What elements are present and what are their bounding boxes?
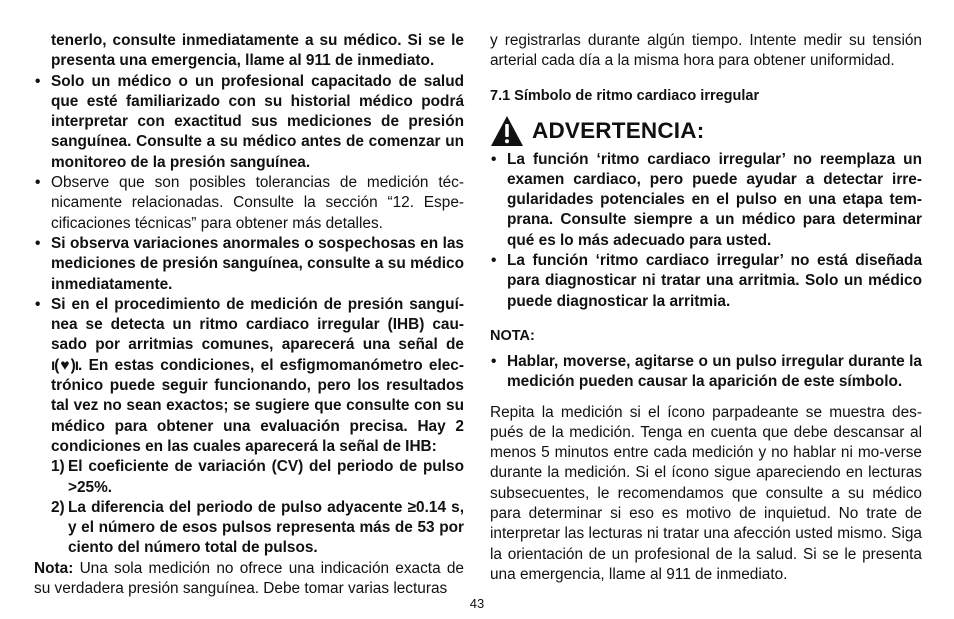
right-column <box>490 31 922 585</box>
closing-paragraph: Repita la medición si el ícono parpadeante se muestra des-pués de la medición. Tenga en cuenta que debe descansar al menos 5 minutos entre cada medición y no hablar ni mo-verse durante la medición. Si el ícono sigue apareciendo en lecturas subsecuentes, le recomendamos que consulte a su médico para determinar si eso es motivo de inquietud. No trate de interpretar las lecturas ni tratar una afección usted mismo. Siga la orientación de un profesional de la salud. Si se le presenta una emergencia, llame al 911 de inmediato. <box>490 403 922 583</box>
condition-text: La diferencia del periodo de pulso adyacente ≥0.14 s, y el número de esos pulsos representa más de 53 por ciento del número total de pulsos. <box>68 498 464 557</box>
condition-text: El coeficiente de variación (CV) del periodo de pulso >25%. <box>68 458 464 496</box>
note-paragraph <box>34 559 464 600</box>
bullet-item-ihb <box>34 295 464 457</box>
condition-number: 2) <box>51 498 65 516</box>
bullet-item: • Si observa variaciones anormales o sospechosas en las mediciones de presión sanguínea, consulte a su médico inmediatamente. <box>34 234 464 295</box>
note-text: Una sola medición no ofrece una indicación exacta de su verdadera presión sanguínea. Debe tomar varias lecturas <box>34 559 464 598</box>
bullet-item: • Solo un médico o un profesional capacitado de salud que esté familiarizado con su historial médico podrá interpretar con exactitud sus mediciones de presión sanguínea. Consulte a su médico antes de comenzar un monitoreo de la presión sanguínea. <box>34 72 464 173</box>
condition-number: 1) <box>51 458 65 476</box>
ihb-heart-icon: ı(♥)ı <box>51 356 79 374</box>
bullet-item: • Observe que son posibles tolerancias de medición téc-nicamente relacionadas. Consulte la sección “12. Espe-cificaciones técnicas” para obtener más detalles. <box>34 173 464 234</box>
warning-triangle-icon <box>490 115 524 147</box>
warning-bullet-list <box>490 150 922 312</box>
condition-item <box>51 457 464 498</box>
nota-title: NOTA: <box>490 327 535 344</box>
note-label: Nota: <box>34 559 74 577</box>
left-continuation-text: tenerlo, consulte inmediatamente a su médico. Si se le presenta una emergencia, llame al 911 de inmediato. <box>51 32 464 70</box>
left-bullet-list <box>34 72 464 458</box>
left-column <box>34 31 464 599</box>
nota-bullet-list <box>490 352 922 393</box>
warning-title: ADVERTENCIA: <box>532 117 705 143</box>
ihb-text-after: . En estas condiciones, el esfigmomanómetro elec-trónico puede seguir funcionando, pero los resultados tal vez no sean exactos; se sugiere que consulte con su médico para obtener una evaluación precisa. Hay 2 condiciones en las cuales aparecerá la señal de IHB: <box>51 356 464 455</box>
page-number: 43 <box>469 596 485 611</box>
bullet-item: • La función ‘ritmo cardiaco irregular’ no está diseñada para diagnosticar ni tratar una arritmia. Solo un médico puede diagnosticar la arritmia. <box>490 251 922 312</box>
ihb-conditions-list <box>34 457 464 558</box>
bullet-item: • Hablar, moverse, agitarse o un pulso irregular durante la medición pueden causar la aparición de este símbolo. <box>490 352 922 393</box>
section-heading: 7.1 Símbolo de ritmo cardiaco irregular <box>490 87 760 104</box>
warning-header <box>490 112 922 150</box>
bullet-item: • La función ‘ritmo cardiaco irregular’ no reemplaza un examen cardiaco, pero puede ayudar a detectar irre-gularidades potenciales en el pulso en una etapa tem-prana. Consulte siempre a un médico para determinar qué es lo más adecuado para usted. <box>490 150 922 251</box>
right-continuation-text: y registrarlas durante algún tiempo. Intente medir su tensión arterial cada día a la misma hora para obtener uniformidad. <box>490 32 922 70</box>
condition-item <box>51 498 464 559</box>
ihb-text-before: Si en el procedimiento de medición de presión sanguí-nea se detecta un ritmo cardiaco irregular (IHB) cau-sado por arritmias comunes, aparecerá una señal de <box>51 295 464 354</box>
